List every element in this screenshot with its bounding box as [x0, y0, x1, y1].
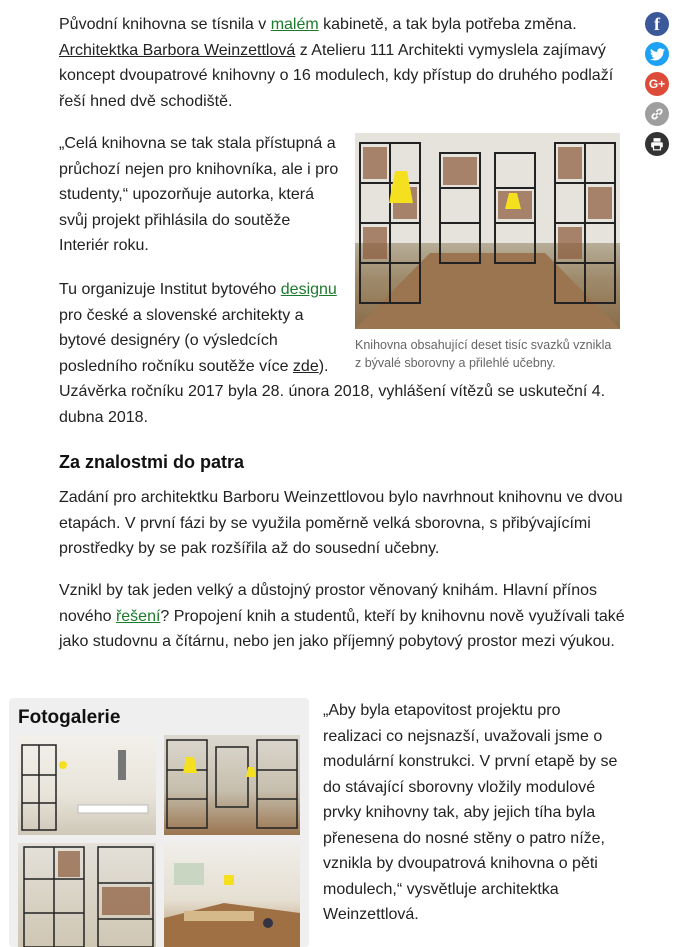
article-paragraph-3-continued: Uzávěrka ročníku 2017 byla 28. února 2018, vyhlášení vítězů se uskuteční 4. dubna 2018.	[59, 383, 606, 426]
photo-gallery	[9, 698, 309, 947]
article-paragraph-3: Tu organizuje Institut bytového designu pro české a slovenské architekty a bytové designéry (o výsledcích posledního ročníku soutěže více zde).	[59, 281, 337, 375]
gallery-photo-4	[164, 843, 300, 947]
library-photo-illustration	[355, 133, 620, 329]
section-heading: Za znalostmi do patra	[59, 452, 245, 472]
link-malem[interactable]: malém	[270, 16, 319, 33]
gallery-thumb-4[interactable]	[164, 843, 300, 947]
gallery-thumb-1[interactable]	[18, 735, 156, 835]
article-paragraph-6: „Aby byla etapovitost projektu pro realizaci co nejsnazší, uvažovali jsme o modulární konstrukci. V první etapě by se do stávající sborovny vložily modulové prvky knihovny tak, aby jejich tíha byla přenesena do nosné stěny o patro níže, vznikla by dvoupatrová knihovna o pěti modulech,“ vysvětluje architektka Weinzettlová.	[323, 702, 618, 923]
facebook-icon: f	[654, 13, 660, 34]
link-designu[interactable]: designu	[280, 281, 337, 298]
twitter-icon	[650, 48, 665, 61]
link-architect-name[interactable]: Architektka Barbora Weinzettlová	[59, 41, 296, 59]
gallery-photo-1	[18, 735, 156, 835]
share-facebook-button[interactable]	[645, 12, 669, 36]
share-twitter-button[interactable]	[645, 42, 669, 66]
link-reseni[interactable]: řešení	[115, 607, 161, 625]
gallery-photo-3	[18, 843, 156, 947]
link-zde[interactable]: zde	[292, 357, 319, 375]
gallery-title: Fotogalerie	[18, 707, 121, 728]
article-paragraph-5: Vznikl by tak jeden velký a důstojný prostor věnovaný knihám. Hlavní přínos nového řešení? Propojení knih a studentů, kteří by knihovnu nově využívali také jako studovnu a čítárnu, nebo jen jako příjemný pobytový prostor mezi výukou.	[59, 582, 625, 650]
share-googleplus-button[interactable]	[645, 72, 669, 96]
link-icon	[650, 107, 664, 121]
gallery-thumb-2[interactable]	[164, 735, 300, 835]
article-paragraph-4: Zadání pro architektku Barboru Weinzettlovou bylo navrhnout knihovnu ve dvou etapách. V první fázi by se využila poměrně velká sborovna, s přibývajícími prostředky by se pak rozšířila až do sousední učebny.	[59, 489, 623, 557]
gallery-thumb-3[interactable]	[18, 843, 156, 947]
share-link-button[interactable]	[645, 102, 669, 126]
library-photo[interactable]	[355, 133, 620, 329]
article-paragraph-1: Původní knihovna se tísnila v malém kabinetě, a tak byla potřeba změna. Architektka Barbora Weinzettlová z Atelieru 111 Architekti vymyslela zajímavý koncept dvoupatrové knihovny o 16 modulech, kdy přístup do druhého podlaží řeší hned dvě schodiště.	[59, 16, 614, 110]
article-paragraph-2: „Celá knihovna se tak stala přístupná a průchozí nejen pro knihovníka, ale i pro studenty,“ upozorňuje autorka, která svůj projekt přihlásila do soutěže Interiér roku.	[59, 135, 339, 254]
share-print-button[interactable]	[645, 132, 669, 156]
gallery-photo-2	[164, 735, 300, 835]
print-icon	[650, 137, 664, 151]
photo-caption: Knihovna obsahující deset tisíc svazků vznikla z bývalé sborovny a přilehlé učebny.	[355, 338, 612, 370]
googleplus-icon: G+	[648, 77, 666, 91]
